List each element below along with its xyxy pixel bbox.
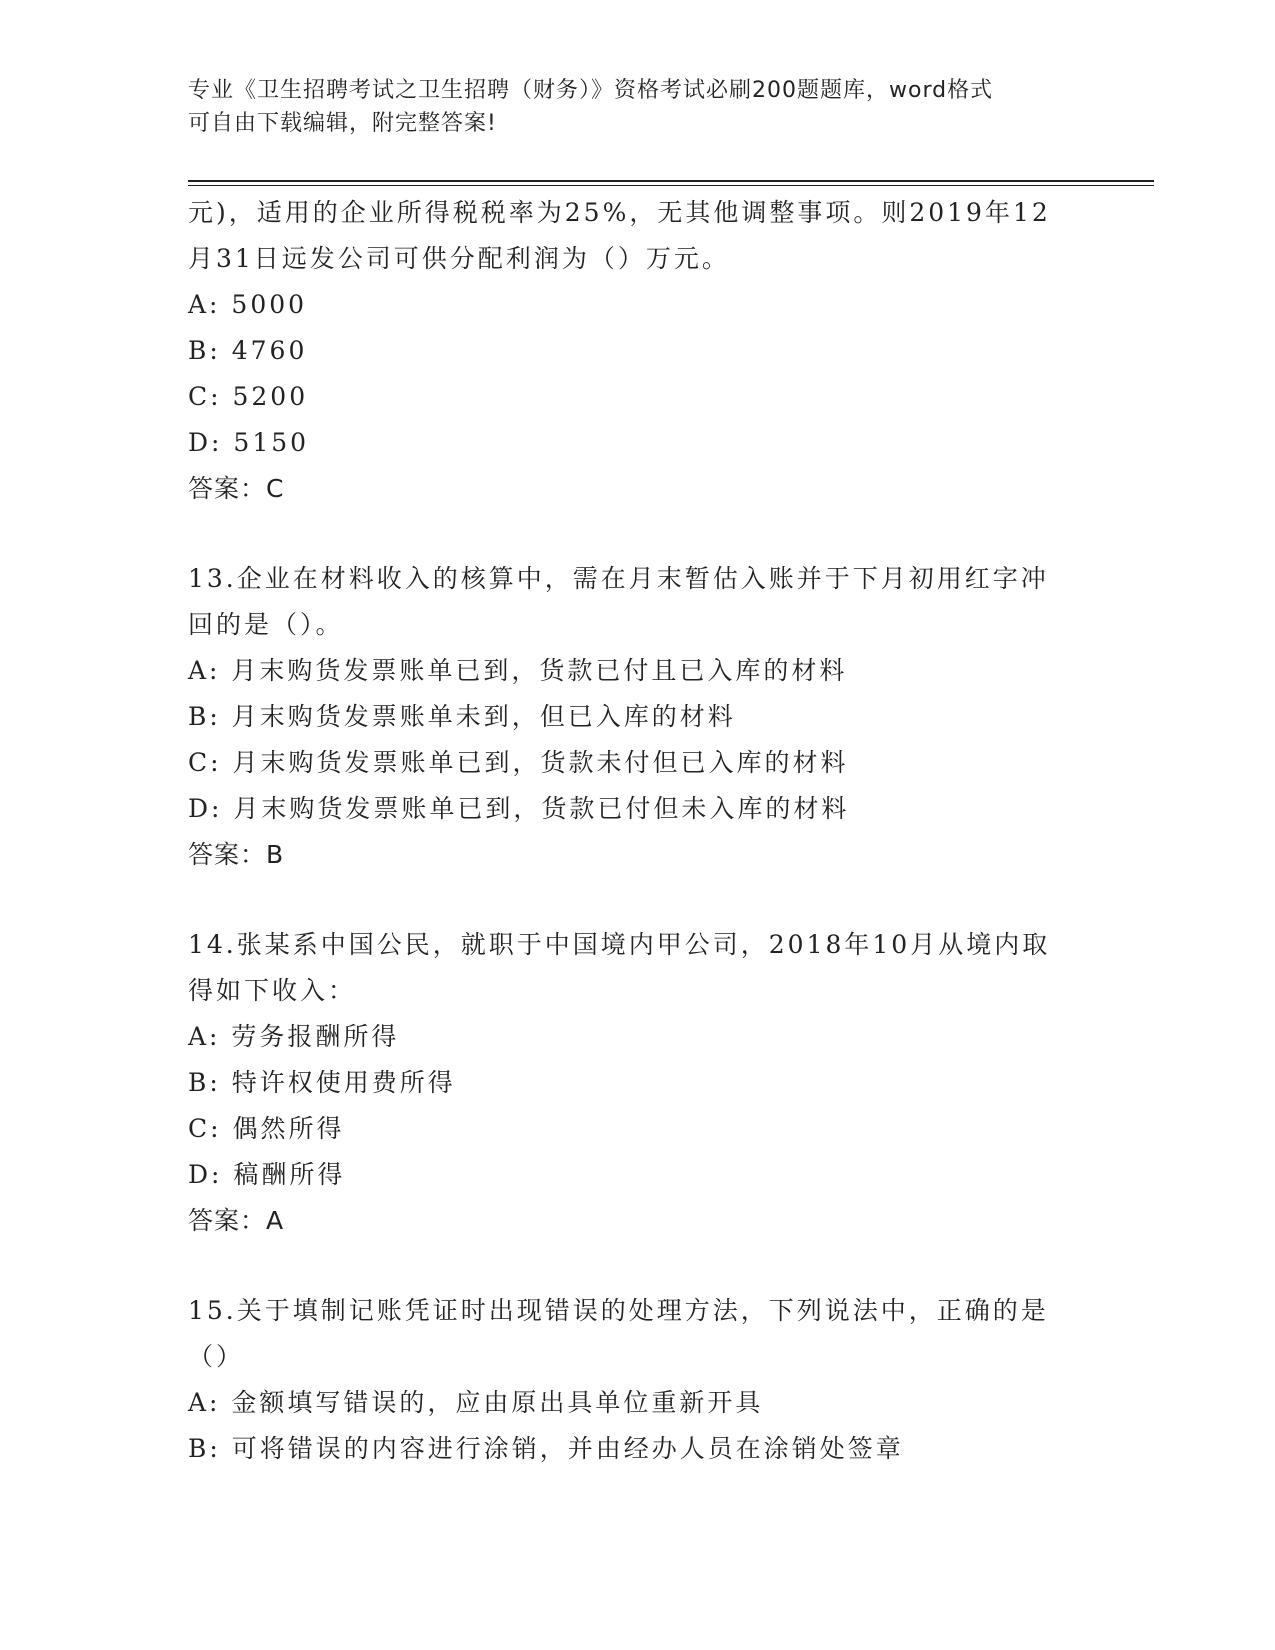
question-text-line: 14.张某系中国公民，就职于中国境内甲公司，2018年10月从境内取 (188, 930, 1051, 959)
header-divider-thick (188, 180, 1154, 182)
question-text-line: 元)，适用的企业所得税税率为25%，无其他调整事项。则2019年12 (188, 198, 1051, 227)
answer-line: 答案：A (188, 1206, 285, 1235)
option-b: B: 可将错误的内容进行涂销，并由经办人员在涂销处签章 (188, 1434, 904, 1463)
option-d: D: 月末购货发票账单已到，货款已付但未入库的材料 (188, 794, 850, 823)
question-15 (188, 1288, 1088, 1472)
question-12 (188, 190, 1088, 512)
question-text-line: 回的是（）。 (188, 610, 344, 639)
spacer (188, 878, 1088, 922)
option-c: C: 偶然所得 (188, 1114, 345, 1143)
header-line-1: 专业《卫生招聘考试之卫生招聘（财务）》资格考试必刷200题题库，word格式 (188, 78, 994, 103)
header-line-2: 可自由下载编辑，附完整答案! (188, 111, 497, 136)
question-13 (188, 556, 1088, 878)
option-a: A: 劳务报酬所得 (188, 1022, 400, 1051)
spacer (188, 1244, 1088, 1288)
option-a: A: 金额填写错误的，应由原出具单位重新开具 (188, 1388, 764, 1417)
option-b: B: 4760 (188, 336, 308, 365)
answer-line: 答案：C (188, 474, 285, 503)
question-text-line: 得如下收入： (188, 976, 357, 1005)
page-header (188, 74, 1068, 140)
question-text-line: 13.企业在材料收入的核算中，需在月末暂估入账并于下月初用红字冲 (188, 564, 1049, 593)
question-text-line: 15.关于填制记账凭证时出现错误的处理方法，下列说法中，正确的是 (188, 1296, 1049, 1325)
header-divider-thin (188, 185, 1154, 186)
question-text-line: 月31日远发公司可供分配利润为（）万元。 (188, 244, 730, 273)
option-b: B: 特许权使用费所得 (188, 1068, 456, 1097)
option-a: A: 5000 (188, 290, 308, 319)
option-d: D: 5150 (188, 428, 310, 457)
option-d: D: 稿酬所得 (188, 1160, 346, 1189)
answer-line: 答案：B (188, 840, 285, 869)
question-content (188, 190, 1088, 1472)
option-c: C: 月末购货发票账单已到，货款未付但已入库的材料 (188, 748, 849, 777)
question-14 (188, 922, 1088, 1244)
option-a: A: 月末购货发票账单已到，货款已付且已入库的材料 (188, 656, 848, 685)
option-b: B: 月末购货发票账单未到，但已入库的材料 (188, 702, 736, 731)
question-text-line: （） (188, 1342, 245, 1371)
spacer (188, 512, 1088, 556)
option-c: C: 5200 (188, 382, 309, 411)
